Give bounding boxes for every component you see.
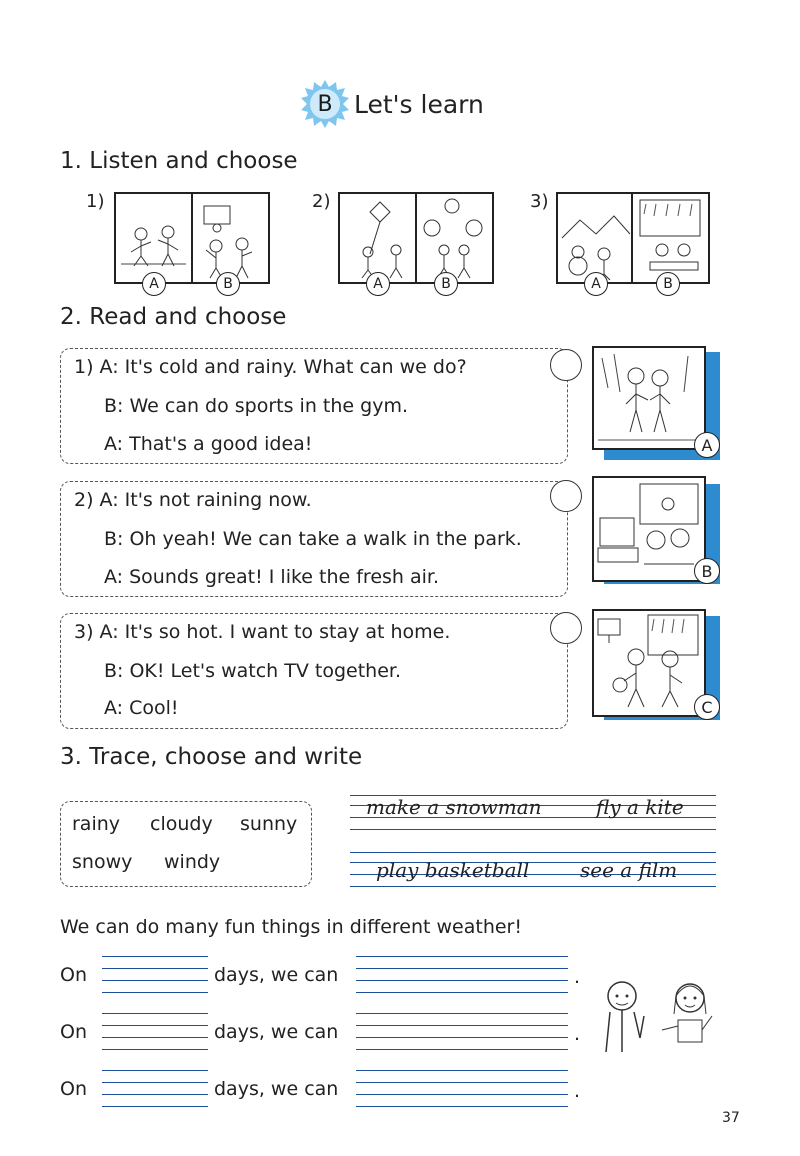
playground-scene-icon: [116, 194, 268, 282]
picture-c: [592, 609, 706, 717]
row2-middle: days, we can: [214, 1021, 339, 1043]
kite-park-scene-icon: [340, 194, 492, 282]
row1-blank-weather[interactable]: [102, 956, 208, 992]
row3-blank-activity[interactable]: [356, 1070, 568, 1106]
row1-prefix: On: [60, 964, 87, 986]
item2-label-a: A: [366, 272, 390, 296]
row3-prefix: On: [60, 1078, 87, 1100]
section3-title: 3. Trace, choose and write: [60, 744, 363, 770]
item1-label-a: A: [142, 272, 166, 296]
section-header: [300, 78, 484, 130]
dialog2-line2: B: Oh yeah! We can take a walk in the park.: [104, 528, 522, 550]
trace-see-a-film: see a film: [580, 858, 678, 882]
two-children-icon: [592, 976, 728, 1056]
row2-prefix: On: [60, 1021, 87, 1043]
page-number: 37: [722, 1110, 740, 1126]
badge-letter: B: [317, 91, 333, 117]
page-title: Let's learn: [354, 89, 484, 119]
answer-circle-1[interactable]: [550, 349, 582, 381]
picture-label-c: C: [694, 694, 720, 720]
listen-picture-2: [338, 192, 494, 284]
dialog1-line2: B: We can do sports in the gym.: [104, 395, 408, 417]
park-walk-scene-icon: [594, 348, 704, 448]
item1-number: 1): [86, 191, 105, 212]
watch-tv-scene-icon: [594, 478, 704, 580]
listen-picture-3: [556, 192, 710, 284]
badge: [300, 79, 350, 129]
word-windy: windy: [164, 851, 221, 873]
row2-period: .: [574, 1023, 581, 1045]
word-rainy: rainy: [72, 813, 121, 835]
picture-a: [592, 346, 706, 450]
trace-fly-a-kite: fly a kite: [596, 795, 684, 819]
picture-b: [592, 476, 706, 582]
word-snowy: snowy: [72, 851, 133, 873]
dialog1-line1: 1) A: It's cold and rainy. What can we do?: [74, 356, 467, 378]
row3-middle: days, we can: [214, 1078, 339, 1100]
kids-illustration: [592, 976, 728, 1056]
section3-intro: We can do many fun things in different weather!: [60, 916, 522, 938]
word-cloudy: cloudy: [150, 813, 213, 835]
item3-label-a: A: [584, 272, 608, 296]
gym-basketball-scene-icon: [594, 611, 704, 715]
row1-period: .: [574, 966, 581, 988]
dialog2-line1: 2) A: It's not raining now.: [74, 489, 312, 511]
item3-number: 3): [530, 191, 549, 212]
word-sunny: sunny: [240, 813, 298, 835]
trace-play-basketball: play basketball: [376, 858, 530, 882]
dialog1-line3: A: That's a good idea!: [104, 433, 313, 455]
dialog3-line2: B: OK! Let's watch TV together.: [104, 660, 402, 682]
answer-circle-3[interactable]: [550, 612, 582, 644]
item2-number: 2): [312, 191, 331, 212]
item1-label-b: B: [216, 272, 240, 296]
item2-label-b: B: [434, 272, 458, 296]
row3-period: .: [574, 1080, 581, 1102]
dialog3-line1: 3) A: It's so hot. I want to stay at home.: [74, 621, 451, 643]
row2-blank-activity[interactable]: [356, 1013, 568, 1049]
listen-picture-1: [114, 192, 270, 284]
snow-rain-scene-icon: [558, 194, 708, 282]
row1-middle: days, we can: [214, 964, 339, 986]
picture-label-b: B: [694, 558, 720, 584]
dialog3-line3: A: Cool!: [104, 697, 179, 719]
section1-title: 1. Listen and choose: [60, 148, 298, 174]
dialog2-line3: A: Sounds great! I like the fresh air.: [104, 566, 440, 588]
row1-blank-activity[interactable]: [356, 956, 568, 992]
picture-label-a: A: [694, 432, 720, 458]
answer-circle-2[interactable]: [550, 480, 582, 512]
section2-title: 2. Read and choose: [60, 304, 287, 330]
trace-make-a-snowman: make a snowman: [366, 795, 542, 819]
row3-blank-weather[interactable]: [102, 1070, 208, 1106]
row2-blank-weather[interactable]: [102, 1013, 208, 1049]
item3-label-b: B: [656, 272, 680, 296]
